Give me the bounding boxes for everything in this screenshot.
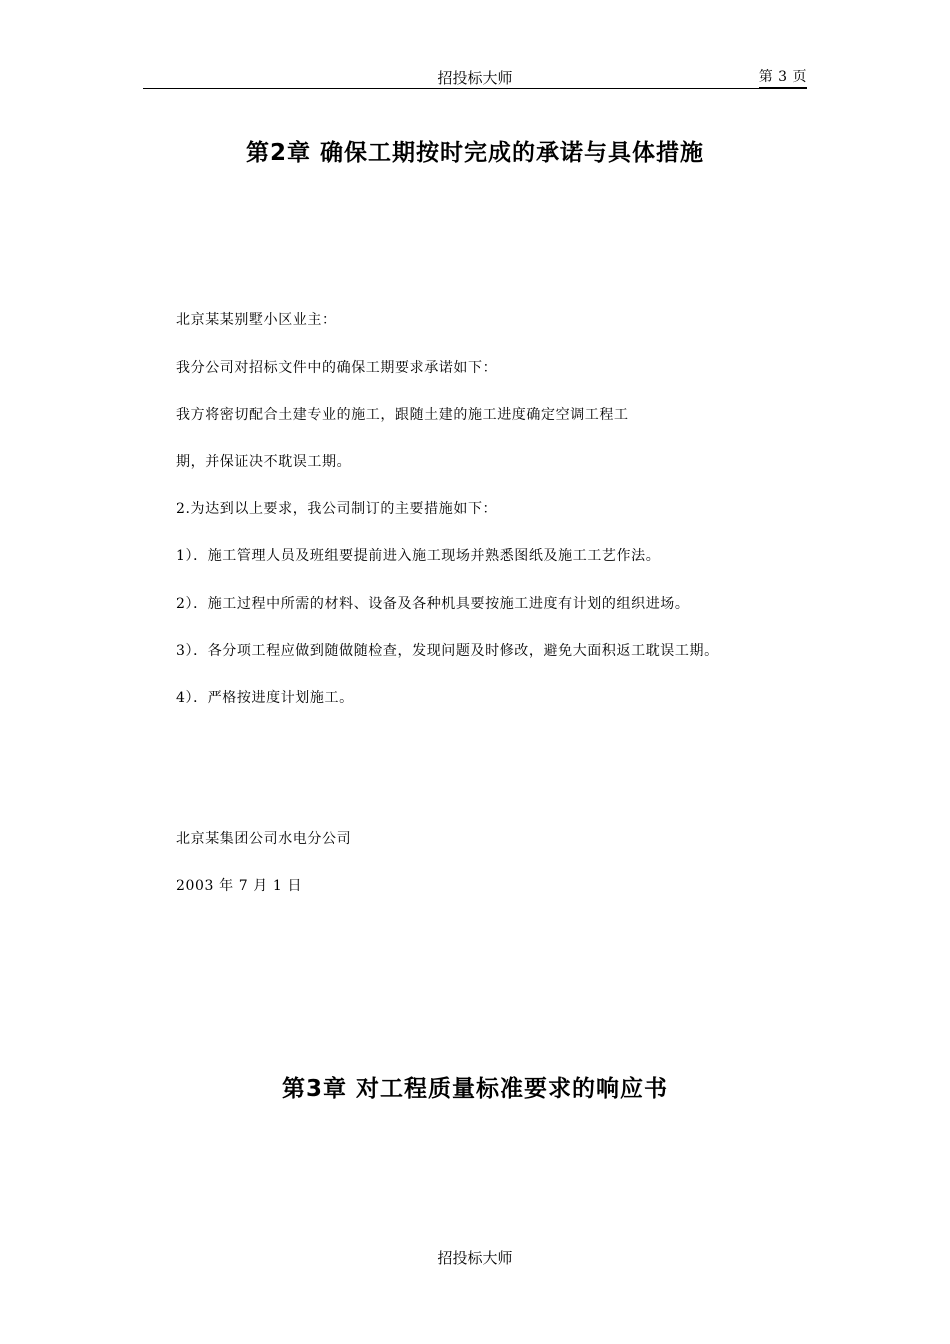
signature: 北京某集团公司水电分公司 — [176, 831, 352, 847]
measure-item-2: 2）．施工过程中所需的材料、设备及各种机具要按施工进度有计划的组织进场。 — [176, 596, 690, 612]
measure-item-4: 4）．严格按进度计划施工。 — [176, 690, 354, 706]
measure-item-1: 1）．施工管理人员及班组要提前进入施工现场并熟悉图纸及施工工艺作法。 — [176, 548, 661, 564]
date: 2003 年 7 月 1 日 — [176, 878, 303, 894]
chapter-3-title: 第3章 对工程质量标准要求的响应书 — [281, 1076, 668, 1102]
page-number: 第 3 页 — [759, 66, 807, 89]
paragraph-line: 2.为达到以上要求，我公司制订的主要措施如下： — [176, 501, 498, 517]
chapter-2-title: 第2章 确保工期按时完成的承诺与具体措施 — [245, 140, 704, 166]
header-title: 招投标大师 — [437, 69, 513, 87]
page-header — [143, 62, 807, 89]
page-footer: 招投标大师 — [437, 1249, 513, 1267]
measure-item-3: 3）．各分项工程应做到随做随检查，发现问题及时修改，避免大面积返工耽误工期。 — [176, 643, 719, 659]
paragraph-line: 我分公司对招标文件中的确保工期要求承诺如下： — [176, 360, 498, 376]
salutation: 北京某某别墅小区业主： — [176, 312, 337, 328]
paragraph-line: 期，并保证决不耽误工期。 — [176, 454, 352, 470]
paragraph-line: 我方将密切配合土建专业的施工，跟随土建的施工进度确定空调工程工 — [176, 407, 629, 423]
